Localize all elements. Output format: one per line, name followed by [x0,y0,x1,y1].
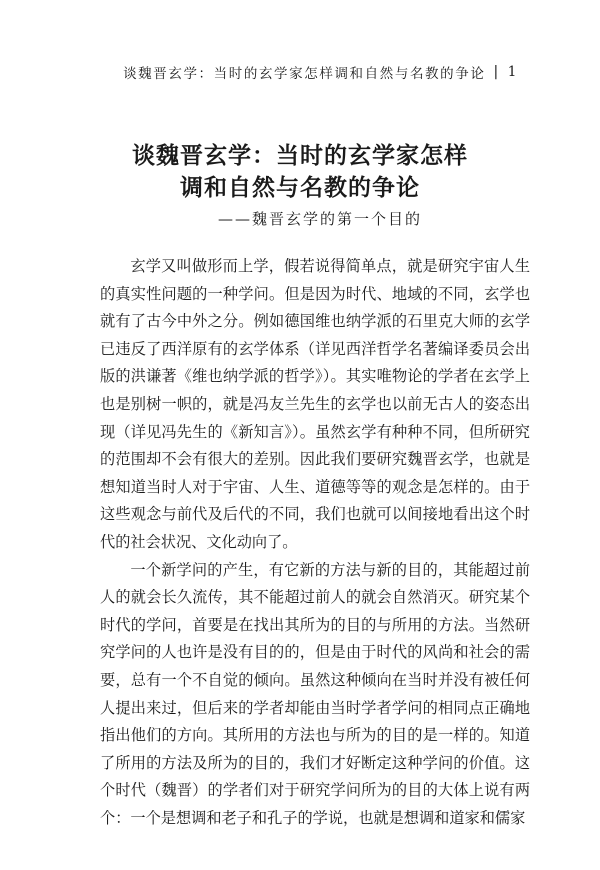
page-number: 1 [507,64,518,80]
paragraph: 玄学又叫做形而上学，假若说得简单点，就是研究宇宙人生的真实性问题的一种学问。但是因为时代、地域的不同，玄学也就有了古今中外之分。例如德国维也纳学派的石里克大师的玄学已违反了西洋原有的玄学体系（详见西洋哲学名著编译委员会出版的洪谦著《维也纳学派的哲学》）。其实唯物论的学者在玄学上也是别树一帜的，就是冯友兰先生的玄学也以前无古人的姿态出现（详见冯先生的《新知言》）。虽然玄学有种种不同，但所研究的范围却不会有很大的差别。因此我们要研究魏晋玄学，也就是想知道当时人对于宇宙、人生、道德等等的观念是怎样的。由于这些观念与前代及后代的不同，我们也就可以间接地看出这个时代的社会状况、文化动向了。 [100,257,530,551]
chapter-title-line-2: 调和自然与名教的争论 [180,175,420,201]
running-head-title: 谈魏晋玄学：当时的玄学家怎样调和自然与名教的争论 [123,66,486,82]
chapter-subtitle: ——魏晋玄学的第一个目的 [217,210,422,228]
running-head-divider: | [493,64,500,80]
chapter-heading [0,140,600,229]
running-head [123,62,518,82]
body-text [100,253,530,832]
chapter-title-line-1: 谈魏晋玄学：当时的玄学家怎样 [132,143,468,169]
paragraph: 一个新学问的产生，有它新的方法与新的目的，其能超过前人的就会长久流传，其不能超过前人的就会自然消灭。研究某个时代的学问，首要是在找出其所为的目的与所用的方法。当然研究学问的人也许是没有目的的，但是由于时代的风尚和社会的需要，总有一个不自觉的倾向。虽然这种倾向在当时并没有被任何人提出来过，但后来的学者却能由当时学者学问的相同点正确地指出他们的方向。其所用的方法也与所为的目的是一样的。知道了所用的方法及所为的目的，我们才好断定这种学问的价值。这个时代（魏晋）的学者们对于研究学问所为的目的大体上说有两个：一个是想调和老子和孔子的学说，也就是想调和道家和儒家 [100,560,530,827]
